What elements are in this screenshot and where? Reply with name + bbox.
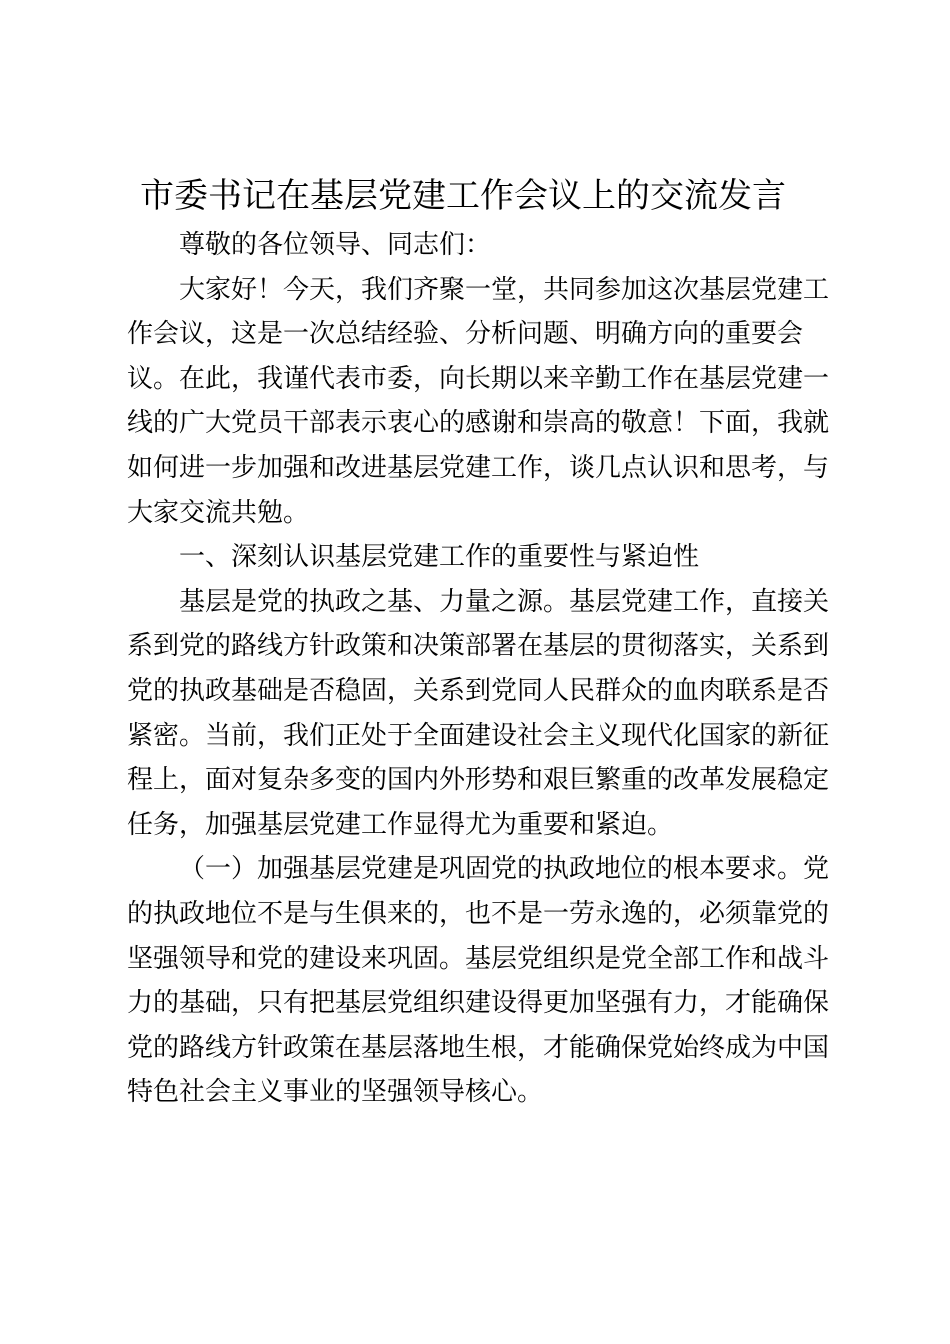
paragraph-line: 大家好！今天，我们齐聚一堂，共同参加这次基层党建工 <box>179 274 830 305</box>
document-title: 市委书记在基层党建工作会议上的交流发言 <box>140 176 786 216</box>
paragraph-line: 力的基础，只有把基层党组织建设得更加坚强有力，才能确保 <box>127 988 830 1019</box>
paragraph-line: 党的路线方针政策在基层落地生根，才能确保党始终成为中国 <box>127 1032 830 1063</box>
paragraph-line: 基层是党的执政之基、力量之源。基层党建工作，直接关 <box>179 586 830 617</box>
paragraph-line: 程上，面对复杂多变的国内外形势和艰巨繁重的改革发展稳定 <box>127 765 830 796</box>
paragraph-line: 大家交流共勉。 <box>127 497 310 528</box>
paragraph-line: 任务，加强基层党建工作显得尤为重要和紧迫。 <box>127 809 674 840</box>
paragraph-line: （一）加强基层党建是巩固党的执政地位的根本要求。党 <box>179 854 830 885</box>
paragraph-line: 如何进一步加强和改进基层党建工作，谈几点认识和思考，与 <box>127 452 830 483</box>
paragraph-line: 特色社会主义事业的坚强领导核心。 <box>127 1077 544 1108</box>
paragraph-line: 系到党的路线方针政策和决策部署在基层的贯彻落实，关系到 <box>127 631 830 662</box>
paragraph-line: 的执政地位不是与生俱来的，也不是一劳永逸的，必须靠党的 <box>127 898 830 929</box>
paragraph-line: 线的广大党员干部表示衷心的感谢和崇高的敬意！下面，我就 <box>127 408 830 439</box>
paragraph-line: 作会议，这是一次总结经验、分析问题、明确方向的重要会 <box>127 319 804 350</box>
paragraph-line: 坚强领导和党的建设来巩固。基层党组织是党全部工作和战斗 <box>127 943 830 974</box>
paragraph-line: 紧密。当前，我们正处于全面建设社会主义现代化国家的新征 <box>127 720 830 751</box>
paragraph-line: 党的执政基础是否稳固，关系到党同人民群众的血肉联系是否 <box>127 675 830 706</box>
salutation: 尊敬的各位领导、同志们： <box>179 230 492 260</box>
section-heading: 一、深刻认识基层党建工作的重要性与紧迫性 <box>179 542 700 573</box>
document-body <box>127 223 830 1115</box>
paragraph-line: 议。在此，我谨代表市委，向长期以来辛勤工作在基层党建一 <box>127 363 830 394</box>
